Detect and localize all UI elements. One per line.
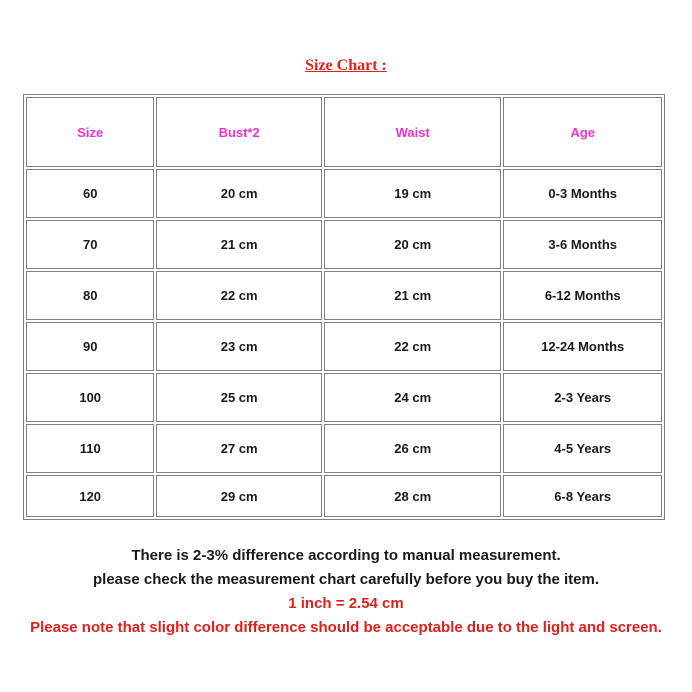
- table-row: [26, 220, 662, 269]
- cell-bust: 25 cm: [156, 373, 322, 422]
- table-row: [26, 169, 662, 218]
- cell-bust: 20 cm: [156, 169, 322, 218]
- cell-size: 120: [26, 475, 154, 517]
- note-measurement-difference: There is 2-3% difference according to manual measurement.: [131, 547, 561, 564]
- cell-size: 90: [26, 322, 154, 371]
- cell-size: 70: [26, 220, 154, 269]
- cell-age: 6-8 Years: [503, 475, 662, 517]
- cell-waist: 21 cm: [324, 271, 502, 320]
- cell-age: 6-12 Months: [503, 271, 662, 320]
- cell-waist: 19 cm: [324, 169, 502, 218]
- table-row: [26, 373, 662, 422]
- header-age: Age: [503, 97, 662, 167]
- header-bust: Bust*2: [156, 97, 322, 167]
- cell-waist: 24 cm: [324, 373, 502, 422]
- table-row: [26, 322, 662, 371]
- table-header-row: [26, 97, 662, 167]
- cell-bust: 29 cm: [156, 475, 322, 517]
- cell-bust: 23 cm: [156, 322, 322, 371]
- cell-waist: 26 cm: [324, 424, 502, 473]
- header-size: Size: [26, 97, 154, 167]
- notes-block: [0, 544, 692, 640]
- table-row: [26, 475, 662, 517]
- note-color-difference: Please note that slight color difference should be acceptable due to the light and screen.: [30, 619, 662, 636]
- note-inch-conversion: 1 inch = 2.54 cm: [288, 595, 404, 612]
- cell-age: 12-24 Months: [503, 322, 662, 371]
- cell-age: 3-6 Months: [503, 220, 662, 269]
- cell-bust: 27 cm: [156, 424, 322, 473]
- cell-size: 60: [26, 169, 154, 218]
- cell-waist: 28 cm: [324, 475, 502, 517]
- cell-age: 0-3 Months: [503, 169, 662, 218]
- cell-age: 2-3 Years: [503, 373, 662, 422]
- note-check-chart: please check the measurement chart carefully before you buy the item.: [92, 571, 599, 588]
- cell-size: 100: [26, 373, 154, 422]
- cell-age: 4-5 Years: [503, 424, 662, 473]
- table-row: [26, 271, 662, 320]
- size-chart-table: [23, 94, 665, 520]
- cell-bust: 22 cm: [156, 271, 322, 320]
- size-chart-title: Size Chart :: [305, 57, 387, 74]
- table-row: [26, 424, 662, 473]
- cell-bust: 21 cm: [156, 220, 322, 269]
- header-waist: Waist: [324, 97, 502, 167]
- cell-size: 80: [26, 271, 154, 320]
- cell-waist: 20 cm: [324, 220, 502, 269]
- cell-waist: 22 cm: [324, 322, 502, 371]
- cell-size: 110: [26, 424, 154, 473]
